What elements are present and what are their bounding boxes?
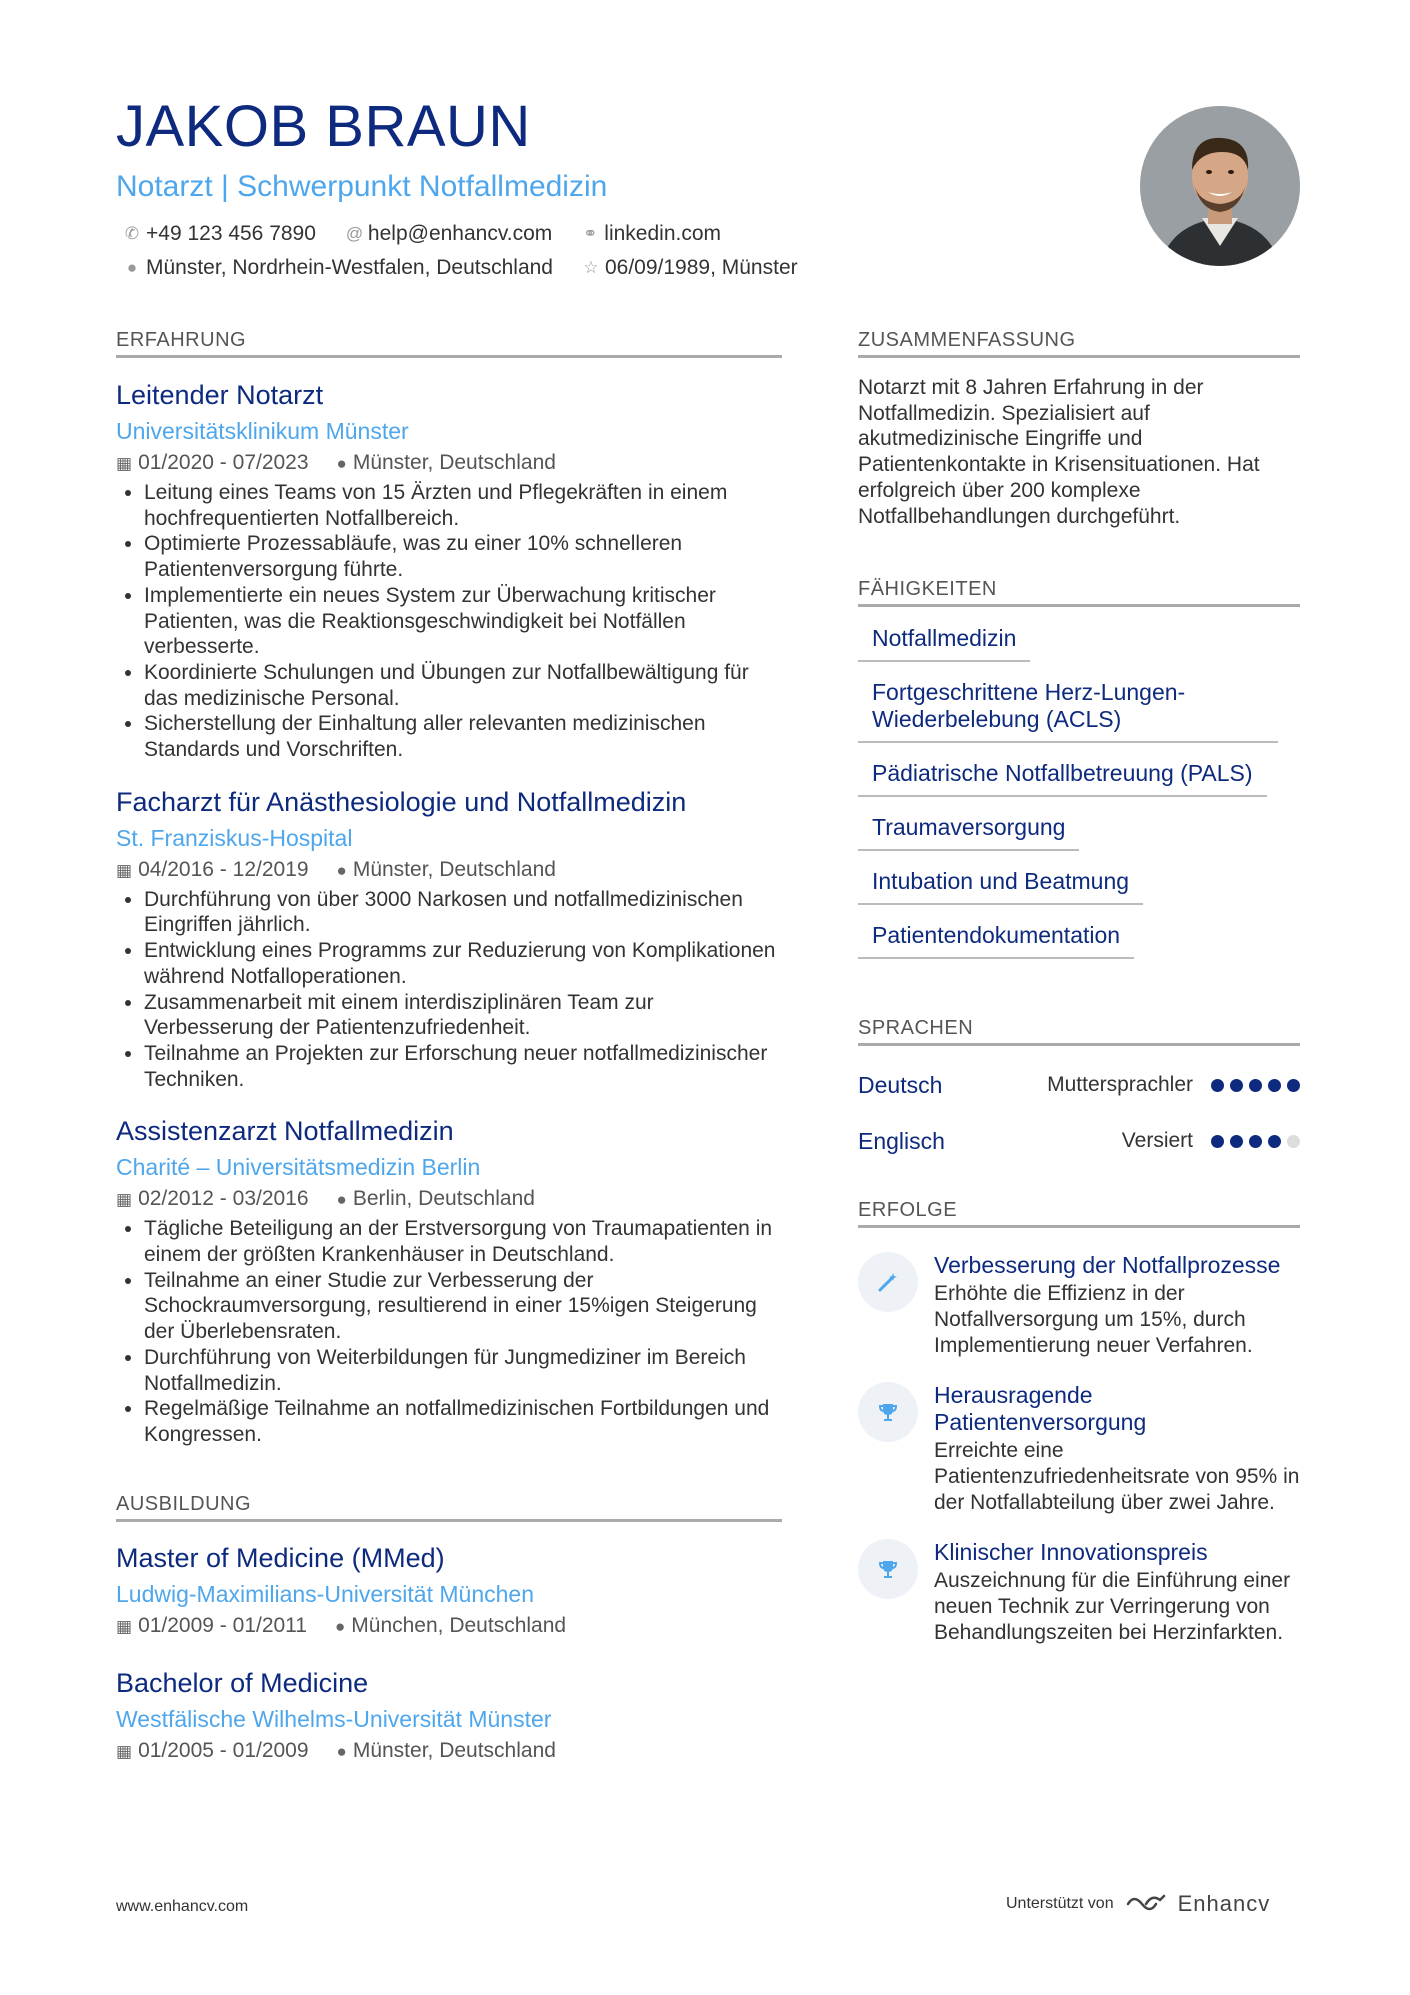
language-name: Englisch xyxy=(858,1127,945,1154)
section-title-education: AUSBILDUNG xyxy=(116,1492,782,1522)
bullet-item: • Teilnahme an einer Studie zur Verbesserung der Schockraumversorgung, resultierend in einer 15%igen Steigerung der Überlebensraten. xyxy=(144,1268,782,1345)
link-icon: ⚭ xyxy=(583,224,598,243)
contact-location: ● Münster, Nordrhein-Westfalen, Deutschland xyxy=(124,256,553,280)
star-icon: ☆ xyxy=(583,258,599,277)
rating-dot-filled xyxy=(1211,1135,1224,1148)
location-pin-icon: ● xyxy=(336,1190,347,1210)
calendar-icon: ▦ xyxy=(116,1616,133,1636)
achievement-title: Verbesserung der Notfallprozesse xyxy=(934,1252,1281,1279)
job-bullets xyxy=(116,887,782,1093)
skill-tag: Fortgeschrittene Herz-Lungen-Wiederbelebung (ACLS) xyxy=(858,679,1278,743)
bullet-item: • Zusammenarbeit mit einem interdisziplinären Team zur Verbesserung der Patientenzufriedenheit. xyxy=(144,990,782,1041)
language-level: Versiert xyxy=(1121,1129,1193,1153)
trophy-icon xyxy=(858,1382,918,1442)
rating-dot-empty xyxy=(1287,1135,1300,1148)
calendar-icon: ▦ xyxy=(116,1741,133,1761)
section-title-experience: ERFAHRUNG xyxy=(116,328,782,358)
job-dates: ▦ 04/2016 - 12/2019 xyxy=(116,857,309,881)
enhancv-logo-icon xyxy=(1124,1892,1168,1916)
rating-dot-filled xyxy=(1230,1079,1243,1092)
profile-photo xyxy=(1140,106,1300,266)
skill-tag: Traumaversorgung xyxy=(858,814,1079,851)
job-dates: ▦ 02/2012 - 03/2016 xyxy=(116,1187,309,1211)
bullet-item: • Durchführung von Weiterbildungen für Jungmediziner im Bereich Notfallmedizin. xyxy=(144,1345,782,1396)
candidate-headline: Notarzt | Schwerpunkt Notfallmedizin xyxy=(116,170,608,203)
candidate-name: JAKOB BRAUN xyxy=(116,94,531,159)
job-bullets xyxy=(116,1216,782,1447)
powered-by-label: Unterstützt von xyxy=(1006,1895,1114,1912)
language-row xyxy=(858,1068,1300,1102)
language-name: Deutsch xyxy=(858,1071,943,1098)
bullet-item: • Durchführung von über 3000 Narkosen und notfallmedizinischen Eingriffen jährlich. xyxy=(144,887,782,938)
language-level: Muttersprachler xyxy=(1047,1073,1193,1097)
achievement-desc: Auszeichnung für die Einführung einer neuen Technik zur Verringerung von Behandlungszeiten bei Herzinfarkten. xyxy=(934,1569,1291,1644)
skills-list xyxy=(858,625,1300,976)
bullet-item: • Leitung eines Teams von 15 Ärzten und Pflegekräften in einem hochfrequentierten Notfallbereich. xyxy=(144,480,782,531)
achievement-desc: Erhöhte die Effizienz in der Notfallversorgung um 15%, durch Implementierung neuer Verfahren. xyxy=(934,1282,1253,1357)
brand-name: Enhancv xyxy=(1177,1891,1271,1916)
trophy-icon xyxy=(858,1539,918,1599)
job-title: Assistenzarzt Notfallmedizin xyxy=(116,1116,454,1147)
bullet-item: • Sicherstellung der Einhaltung aller relevanten medizinischen Standards und Vorschriften. xyxy=(144,711,782,762)
contact-birth: ☆ 06/09/1989, Münster xyxy=(583,256,798,279)
bullet-item: • Optimierte Prozessabläufe, was zu einer 10% schnelleren Patientenversorgung führte. xyxy=(144,531,782,582)
contact-email[interactable]: @ help@enhancv.com xyxy=(345,222,553,245)
skill-tag: Patientendokumentation xyxy=(858,922,1134,959)
location-pin-icon: ● xyxy=(335,1616,346,1636)
rating-dot-filled xyxy=(1249,1079,1262,1092)
skill-tag: Pädiatrische Notfallbetreuung (PALS) xyxy=(858,760,1267,797)
left-column xyxy=(116,328,782,1765)
job-location: ● Berlin, Deutschland xyxy=(336,1187,535,1211)
edu-location: ● München, Deutschland xyxy=(335,1613,567,1637)
calendar-icon: ▦ xyxy=(116,860,133,880)
bullet-item: • Teilnahme an Projekten zur Erforschung neuer notfallmedizinischer Techniken. xyxy=(144,1041,782,1092)
at-icon: @ xyxy=(345,224,364,243)
rating-dot-filled xyxy=(1230,1135,1243,1148)
experience-entry xyxy=(116,786,782,1093)
phone-icon: ✆ xyxy=(124,224,140,243)
experience-entry xyxy=(116,379,782,763)
location-pin-icon: ● xyxy=(336,1741,347,1761)
language-row xyxy=(858,1124,1300,1158)
degree-title: Master of Medicine (MMed) xyxy=(116,1542,445,1573)
job-bullets xyxy=(116,480,782,763)
location-pin-icon: ● xyxy=(336,860,347,880)
job-location: ● Münster, Deutschland xyxy=(336,857,556,881)
edu-dates: ▦ 01/2009 - 01/2011 xyxy=(116,1613,307,1637)
location-pin-icon: ● xyxy=(336,454,347,473)
right-column xyxy=(858,328,1300,1646)
job-title: Leitender Notarzt xyxy=(116,380,324,410)
experience-entry xyxy=(116,1115,782,1447)
footer-website[interactable]: www.enhancv.com xyxy=(116,1898,249,1915)
calendar-icon: ▦ xyxy=(116,1190,133,1210)
contact-linkedin[interactable]: ⚭ linkedin.com xyxy=(583,222,722,245)
school-name: Westfälische Wilhelms-Universität Münster xyxy=(116,1705,552,1732)
rating-dot-filled xyxy=(1268,1079,1281,1092)
rating-dot-filled xyxy=(1287,1079,1300,1092)
rating-dot-filled xyxy=(1249,1135,1262,1148)
degree-title: Bachelor of Medicine xyxy=(116,1667,369,1698)
contact-info xyxy=(124,222,798,290)
achievement-item xyxy=(858,1539,1300,1645)
rating-dot-filled xyxy=(1211,1079,1224,1092)
section-title-summary: ZUSAMMENFASSUNG xyxy=(858,328,1300,358)
job-dates: ▦ 01/2020 - 07/2023 xyxy=(116,451,309,474)
bullet-item: • Regelmäßige Teilnahme an notfallmedizinischen Fortbildungen und Kongressen. xyxy=(144,1396,782,1447)
bullet-item: • Entwicklung eines Programms zur Reduzierung von Komplikationen während Notfalloperationen. xyxy=(144,938,782,989)
language-rating xyxy=(1211,1135,1300,1148)
job-title: Facharzt für Anästhesiologie und Notfallmedizin xyxy=(116,786,687,817)
calendar-icon: ▦ xyxy=(116,454,133,473)
bullet-item: • Implementierte ein neues System zur Überwachung kritischer Patienten, was die Reaktionsgeschwindigkeit bei Notfällen verbesserte. xyxy=(144,583,782,660)
edu-dates: ▦ 01/2005 - 01/2009 xyxy=(116,1738,309,1762)
company-name: St. Franziskus-Hospital xyxy=(116,824,353,851)
language-rating xyxy=(1211,1079,1300,1092)
rating-dot-filled xyxy=(1268,1135,1281,1148)
skill-tag: Intubation und Beatmung xyxy=(858,868,1143,905)
location-pin-icon: ● xyxy=(126,258,138,277)
skill-tag: Notfallmedizin xyxy=(858,625,1030,662)
contact-phone: ✆ +49 123 456 7890 xyxy=(124,222,316,245)
section-title-achievements: ERFOLGE xyxy=(858,1198,1300,1228)
education-entry xyxy=(116,1667,782,1765)
bullet-item: • Koordinierte Schulungen und Übungen zur Notfallbewältigung für das medizinische Personal. xyxy=(144,660,782,711)
company-name: Universitätsklinikum Münster xyxy=(116,418,409,444)
summary-text: Notarzt mit 8 Jahren Erfahrung in der Notfallmedizin. Spezialisiert auf akutmedizinische Eingriffe und Patientenkontakte in Krisensituationen. Hat erfolgreich über 200 komplexe Notfallbehandlungen durchgeführt. xyxy=(858,376,1260,528)
achievement-desc: Erreichte eine Patientenzufriedenheitsrate von 95% in der Notfallabteilung über zwei Jahre. xyxy=(934,1439,1300,1514)
section-title-languages: SPRACHEN xyxy=(858,1016,1300,1046)
company-name: Charité – Universitätsmedizin Berlin xyxy=(116,1154,481,1181)
achievement-title: Klinischer Innovationspreis xyxy=(934,1539,1208,1566)
achievement-item xyxy=(858,1252,1300,1358)
edu-location: ● Münster, Deutschland xyxy=(336,1738,556,1762)
education-entry xyxy=(116,1542,782,1640)
bullet-item: • Tägliche Beteiligung an der Erstversorgung von Traumapatienten in einem der größten Krankenhäuser in Deutschland. xyxy=(144,1216,782,1267)
footer-powered-by xyxy=(1006,1891,1270,1917)
section-title-skills: FÄHIGKEITEN xyxy=(858,577,1300,607)
achievement-item xyxy=(858,1382,1300,1515)
school-name: Ludwig-Maximilians-Universität München xyxy=(116,1580,534,1607)
achievement-title: Herausragende Patientenversorgung xyxy=(934,1382,1147,1436)
magic-wand-icon xyxy=(858,1252,918,1312)
job-location: ● Münster, Deutschland xyxy=(336,451,556,474)
